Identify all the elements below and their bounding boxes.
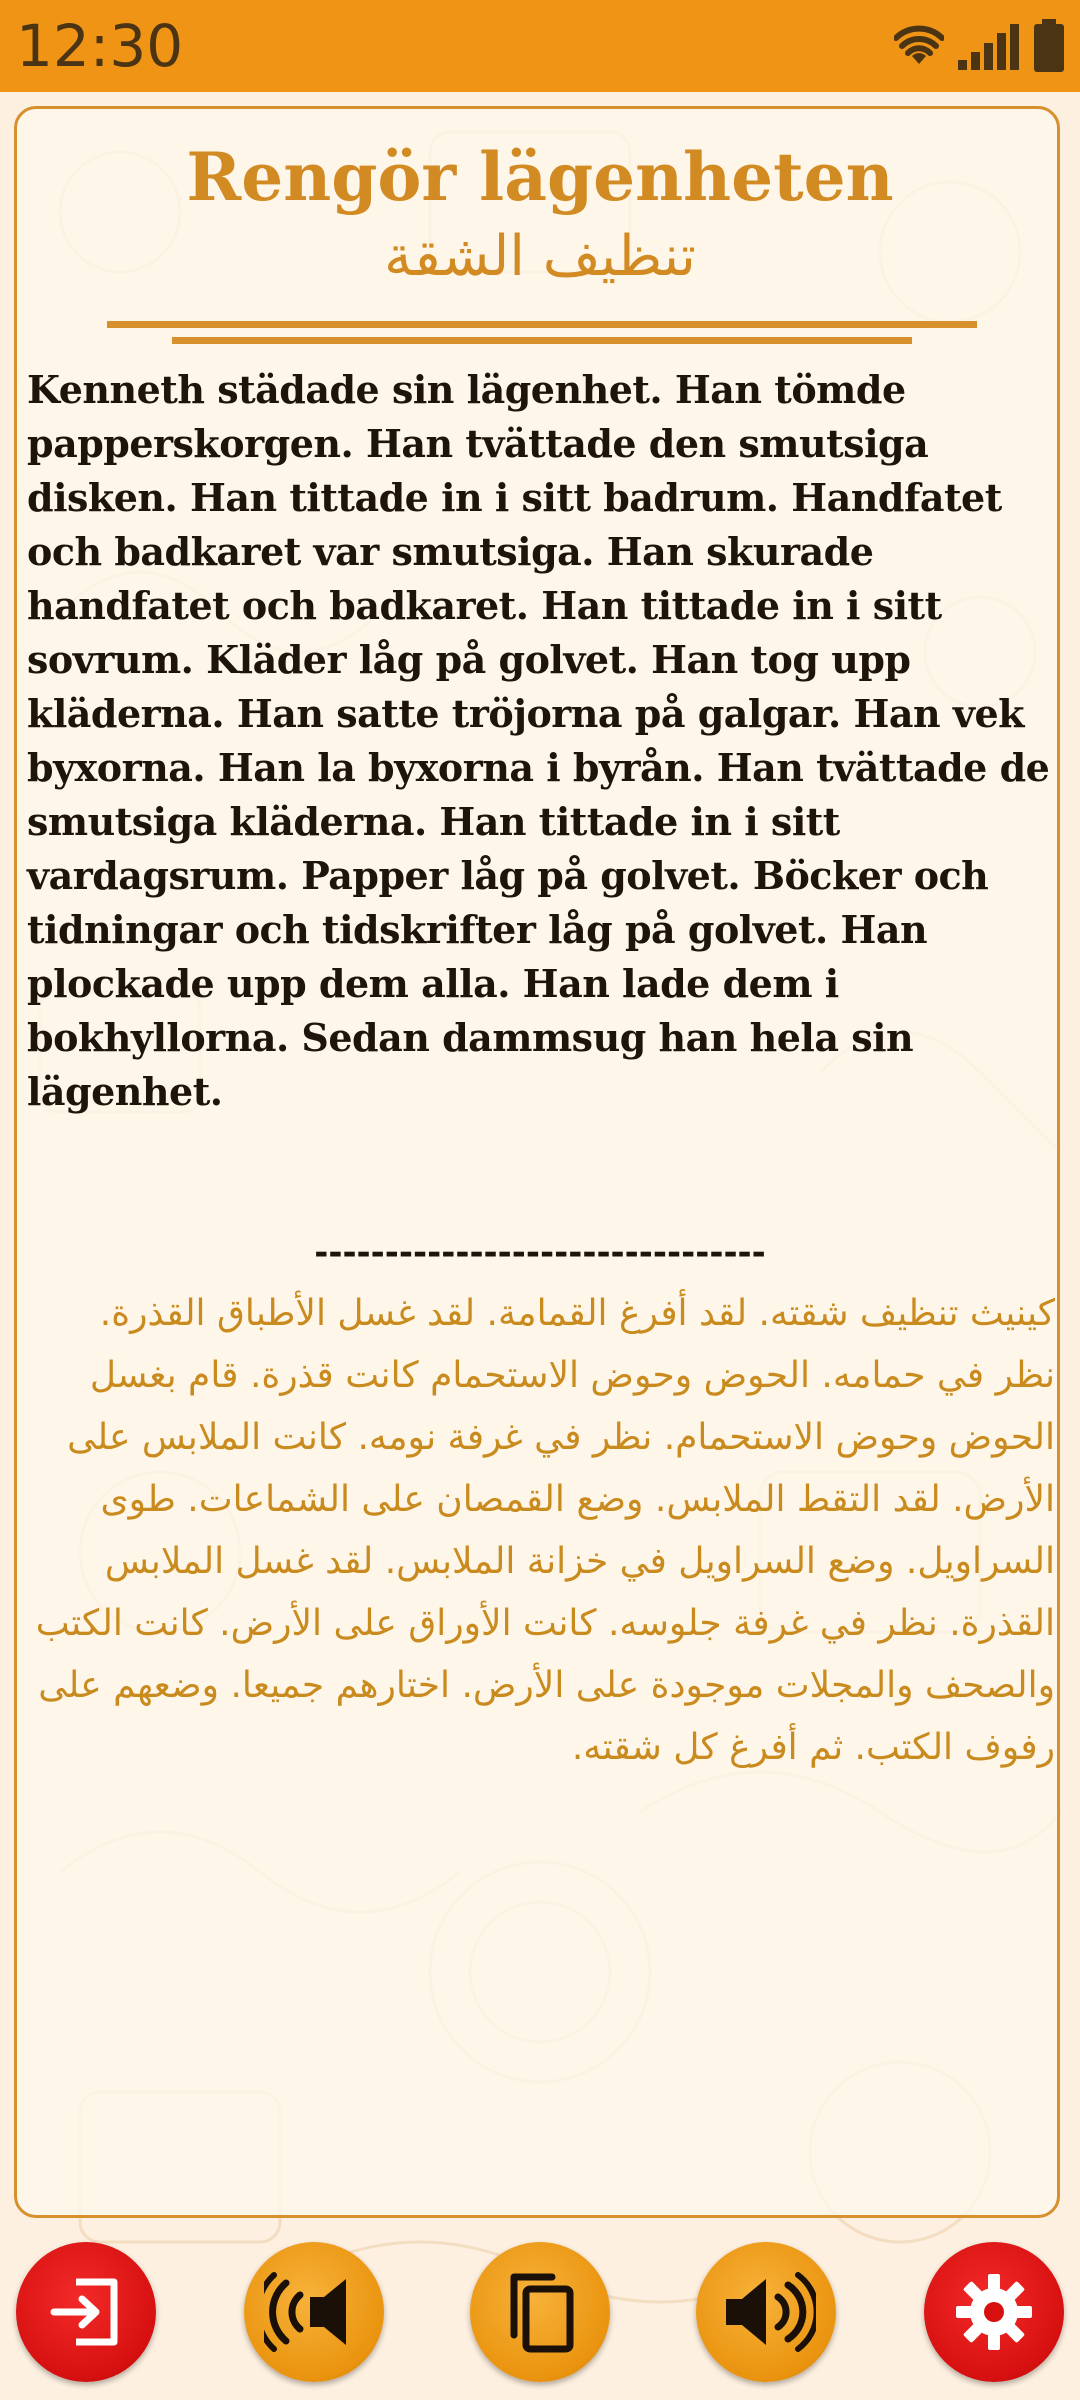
- title-divider-bottom: [172, 337, 912, 344]
- text-separator: --------------------------------: [314, 1233, 766, 1273]
- status-time: 12:30: [16, 12, 184, 80]
- signal-icon: [956, 22, 1020, 70]
- lesson-title-arabic: تنظيف الشقة: [383, 224, 697, 289]
- speaker-icon: [716, 2267, 816, 2357]
- settings-button[interactable]: [924, 2242, 1064, 2382]
- copy-button[interactable]: [470, 2242, 610, 2382]
- lesson-title-swedish: Rengör lägenheten: [186, 138, 894, 216]
- wifi-icon: [894, 24, 944, 68]
- lesson-text-arabic: كينيث تنظيف شقته. لقد أفرغ القمامة. لقد غسل الأطباق القذرة. نظر في حمامه. الحوض وحوض الاستحمام كانت قذرة. قام بغسل الحوض وحوض الاستحمام. نظر في غرفة نومه. كانت الملابس على الأرض. لقد التقط الملابس. وضع القمصان على الشماعات. طوى السراويل. وضع السراويل في خزانة الملابس. لقد غسل الملابس القذرة. نظر في غرفة جلوسه. كانت الأوراق على الأرض. كانت الكتب والصحف والمجلات موجودة على الأرض. اختارهم جميعا. وضعهم على رفوف الكتب. ثم أفرغ كل شقته.: [35, 1293, 1055, 1768]
- status-bar: [0, 0, 1080, 92]
- title-divider-top: [107, 321, 977, 328]
- bottom-toolbar: [0, 2228, 1080, 2400]
- copy-icon: [500, 2267, 580, 2357]
- audio-button[interactable]: [696, 2242, 836, 2382]
- lesson-text-swedish: Kenneth städade sin lägenhet. Han tömde papperskorgen. Han tvättade den smutsiga disken. Han tittade in i sitt badrum. Handfatet och badkaret var smutsiga. Han skurade handfatet och badkaret. Han tittade in i sitt sovrum. Kläder låg på golvet. Han tog upp kläderna. Han satte tröjorna på galgar. Han vek byxorna. Han la byxorna i byrån. Han tvättade de smutsiga kläderna. Han tittade in i sitt vardagsrum. Papper låg på golvet. Böcker och tidningar och tidskrifter låg på golvet. Han plockade upp dem alla. Han lade dem i bokhyllorna. Sedan dammsug han hela sin lägenhet.: [27, 367, 1050, 1114]
- status-icons: [894, 18, 1066, 74]
- slow-speaker-icon: [264, 2267, 364, 2357]
- slow-audio-button[interactable]: [244, 2242, 384, 2382]
- battery-icon: [1032, 19, 1066, 73]
- lesson-card: [14, 106, 1060, 2218]
- exit-icon: [46, 2272, 126, 2352]
- exit-button[interactable]: [16, 2242, 156, 2382]
- gear-icon: [952, 2270, 1036, 2354]
